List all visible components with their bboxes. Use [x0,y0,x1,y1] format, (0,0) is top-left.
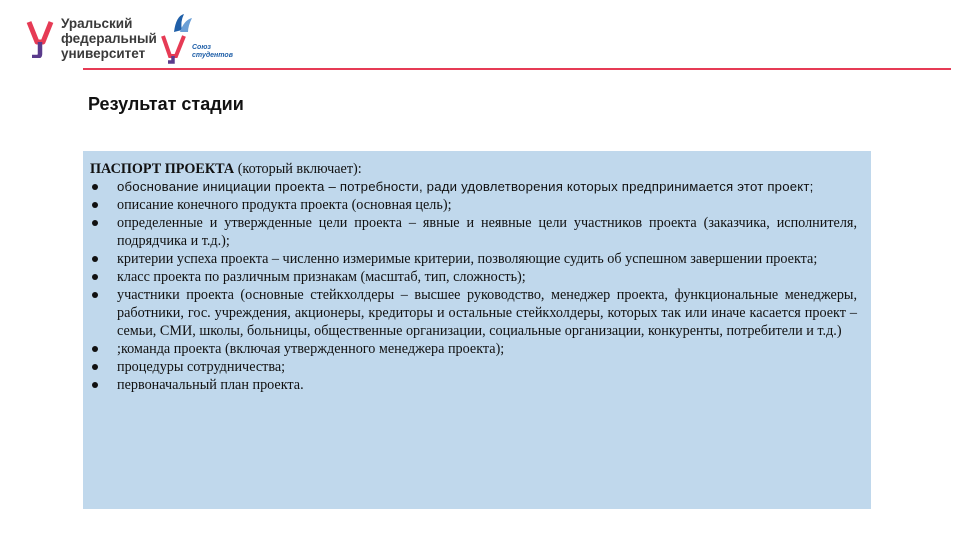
header [0,0,960,70]
student-union-line-2: студентов [192,52,233,59]
university-name-line-3: университет [61,46,146,61]
university-name-line-2: федеральный [61,31,157,46]
list-item: ;команда проекта (включая утвержденного менеджера проекта); [90,340,857,358]
student-union-line-1: Союз [192,44,211,51]
list-item: описание конечного продукта проекта (основная цель); [90,196,857,214]
university-name [61,16,157,61]
header-divider [83,68,951,70]
student-union-logo-icon [160,12,194,64]
list-item: класс проекта по различным признакам (масштаб, тип, сложность); [90,268,857,286]
list-item: первоначальный план проекта. [90,376,857,394]
page-title: Результат стадии [88,94,244,114]
list-item: обоснование инициации проекта – потребности, ради удовлетворения которых предпринимается этот проект; [90,178,857,196]
student-union-name [192,44,233,60]
passport-heading: ПАСПОРТ ПРОЕКТА [90,161,235,177]
passport-content-box [83,151,871,509]
passport-heading-suffix: (который включает): [234,161,362,177]
list-item: критерии успеха проекта – численно измеримые критерии, позволяющие судить об успешном завершении проекта; [90,250,857,268]
passport-content [90,160,857,394]
list-item: участники проекта (основные стейкхолдеры – высшее руководство, менеджер проекта, функциональные менеджеры, работники, гос. учреждения, акционеры, кредиторы и остальные стейкхолдеры, которых так или иначе касается проект – семьи, СМИ, школы, больницы, общественные организации, социальные организации, конкуренты, потребители и т.д.) [90,286,857,340]
list-item: определенные и утвержденные цели проекта – явные и неявные цели участников проекта (заказчика, исполнителя, подрядчика и т.д.); [90,214,857,250]
passport-intro [90,160,857,178]
university-name-line-1: Уральский [61,16,133,31]
passport-items-list [90,178,857,394]
list-item: процедуры сотрудничества; [90,358,857,376]
urfu-logo-icon [26,18,54,58]
